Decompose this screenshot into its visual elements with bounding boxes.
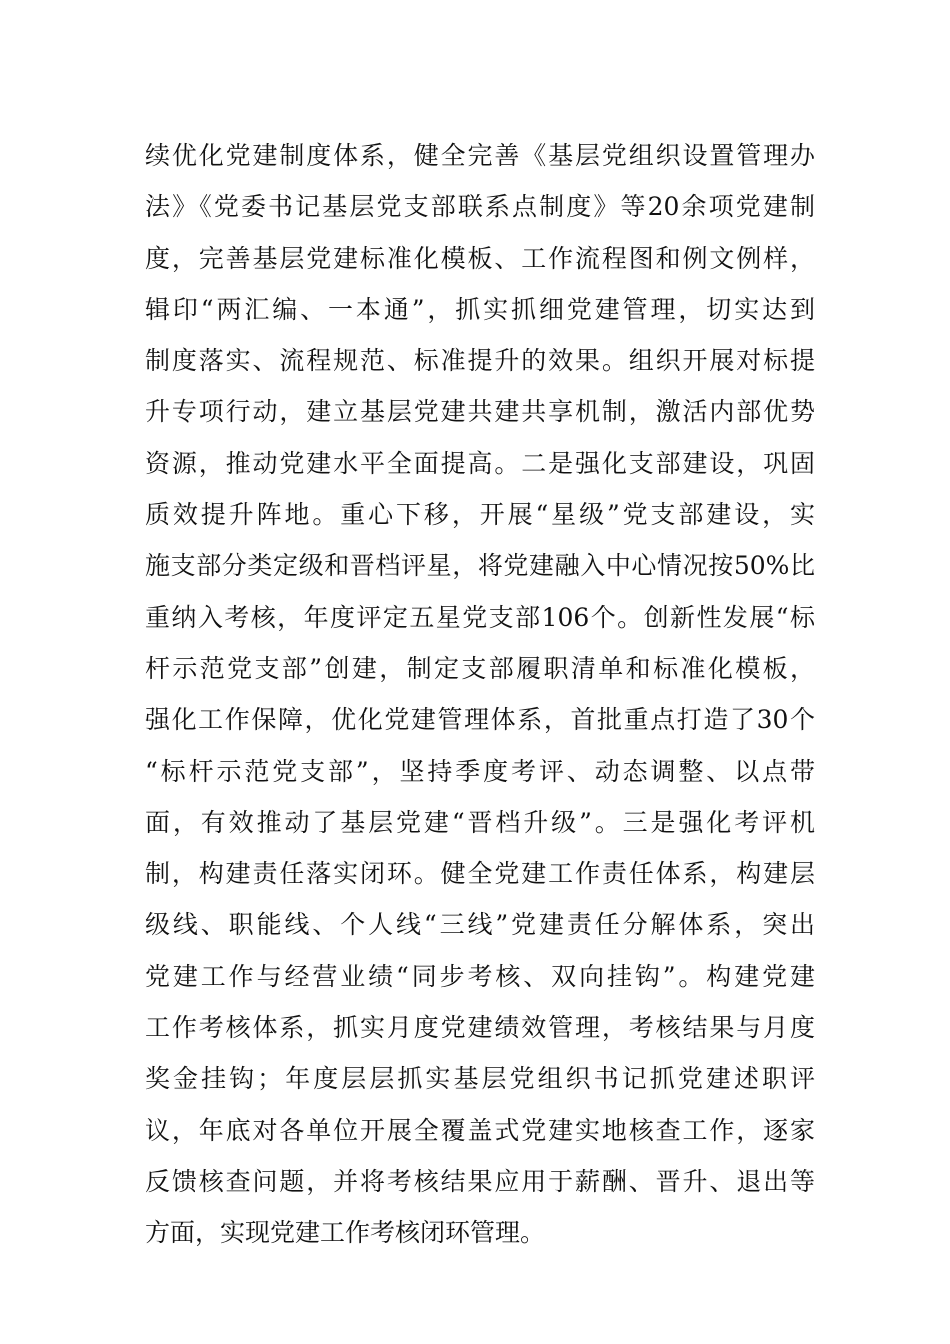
text-line: 度，完善基层党建标准化模板、工作流程图和例文例样， xyxy=(145,243,815,273)
text-line: 资源，推动党建水平全面提高。二是强化支部建设，巩固 xyxy=(145,448,815,478)
text-line: 奖金挂钩；年度层层抓实基层党组织书记抓党建述职评 xyxy=(145,1064,815,1094)
text-line: 施支部分类定级和晋档评星，将党建融入中心情况按50%比 xyxy=(145,551,815,581)
text-line: 反馈核查问题，并将考核结果应用于薪酬、晋升、退出等 xyxy=(145,1166,815,1196)
text-line: 工作考核体系，抓实月度党建绩效管理，考核结果与月度 xyxy=(145,1013,815,1043)
text-line: 制，构建责任落实闭环。健全党建工作责任体系，构建层 xyxy=(145,859,815,889)
text-line: 级线、职能线、个人线“三线”党建责任分解体系，突出 xyxy=(145,910,815,940)
text-line: 续优化党建制度体系，健全完善《基层党组织设置管理办 xyxy=(145,141,815,170)
text-line: 重纳入考核，年度评定五星党支部106个。创新性发展“标 xyxy=(145,602,815,632)
text-line: 强化工作保障，优化党建管理体系，首批重点打造了30个 xyxy=(145,705,815,735)
text-line: 质效提升阵地。重心下移，开展“星级”党支部建设，实 xyxy=(145,500,815,530)
text-line: 面，有效推动了基层党建“晋档升级”。三是强化考评机 xyxy=(145,807,815,837)
text-line: 升专项行动，建立基层党建共建共享机制，激活内部优势 xyxy=(145,397,815,427)
text-line: 党建工作与经营业绩“同步考核、双向挂钩”。构建党建 xyxy=(145,961,815,991)
text-line: 方面，实现党建工作考核闭环管理。 xyxy=(145,1218,546,1248)
text-line: “标杆示范党支部”，坚持季度考评、动态调整、以点带 xyxy=(145,756,815,786)
text-line: 杆示范党支部”创建，制定支部履职清单和标准化模板， xyxy=(145,653,815,683)
body-paragraph xyxy=(145,130,815,1259)
text-line: 辑印“两汇编、一本通”，抓实抓细党建管理，切实达到 xyxy=(145,294,815,324)
text-line: 制度落实、流程规范、标准提升的效果。组织开展对标提 xyxy=(145,346,815,376)
text-line: 法》《党委书记基层党支部联系点制度》等20余项党建制 xyxy=(145,192,815,222)
text-line: 议，年底对各单位开展全覆盖式党建实地核查工作，逐家 xyxy=(145,1115,815,1145)
